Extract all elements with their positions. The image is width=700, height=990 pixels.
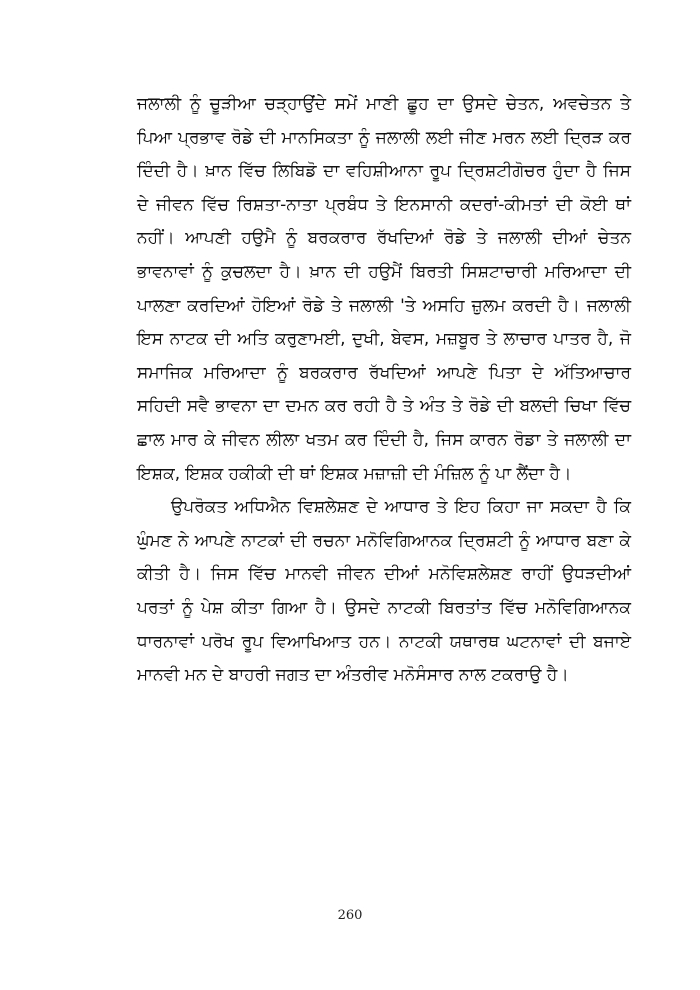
page-number: 260 xyxy=(337,908,363,923)
body-text xyxy=(137,88,631,693)
paragraph-1: ਜਲਾਲੀ ਨੂੰ ਚੂੜੀਆ ਚੜ੍ਹਾਉਂਦੇ ਸਮੇਂ ਮਾਣੀ ਛੂਹ ਦਾ ਉਸਦੇ ਚੇਤਨ, ਅਵਚੇਤਨ ਤੇ ਪਿਆ ਪ੍ਰਭਾਵ ਰੋਡੇ ਦੀ ਮਾਨਸਿਕਤਾ ਨੂੰ ਜਲਾਲੀ ਲਈ ਜੀਣ ਮਰਨ ਲਈ ਦ੍ਰਿੜ ਕਰ ਦਿੰਦੀ ਹੈ। ਖ਼ਾਨ ਵਿੱਚ ਲਿਬਿਡੋ ਦਾ ਵਹਿਸ਼ੀਆਨਾ ਰੂਪ ਦ੍ਰਿਸ਼ਟੀਗੋਚਰ ਹੁੰਦਾ ਹੈ ਜਿਸ ਦੇ ਜੀਵਨ ਵਿੱਚ ਰਿਸ਼ਤਾ-ਨਾਤਾ ਪ੍ਰਬੰਧ ਤੇ ਇਨਸਾਨੀ ਕਦਰਾਂ-ਕੀਮਤਾਂ ਦੀ ਕੋਈ ਥਾਂ ਨਹੀਂ। ਆਪਣੀ ਹਉਮੈ ਨੂੰ ਬਰਕਰਾਰ ਰੱਖਦਿਆਂ ਰੋਡੇ ਤੇ ਜਲਾਲੀ ਦੀਆਂ ਚੇਤਨ ਭਾਵਨਾਵਾਂ ਨੂੰ ਕੁਚਲਦਾ ਹੈ। ਖ਼ਾਨ ਦੀ ਹਉਮੈਂ ਬਿਰਤੀ ਸਿਸ਼ਟਾਚਾਰੀ ਮਰਿਆਦਾ ਦੀ ਪਾਲਣਾ ਕਰਦਿਆਂ ਹੋਇਆਂ ਰੋਡੇ ਤੇ ਜਲਾਲੀ 'ਤੇ ਅਸਹਿ ਜ਼ੁਲਮ ਕਰਦੀ ਹੈ। ਜਲਾਲੀ ਇਸ ਨਾਟਕ ਦੀ ਅਤਿ ਕਰੁਣਾਮਈ, ਦੁਖੀ, ਬੇਵਸ, ਮਜ਼ਬੂਰ ਤੇ ਲਾਚਾਰ ਪਾਤਰ ਹੈ, ਜੋ ਸਮਾਜਿਕ ਮਰਿਆਦਾ ਨੂੰ ਬਰਕਰਾਰ ਰੱਖਦਿਆਂ ਆਪਣੇ ਪਿਤਾ ਦੇ ਅੱਤਿਆਚਾਰ ਸਹਿਦੀ ਸਵੈ ਭਾਵਨਾ ਦਾ ਦਮਨ ਕਰ ਰਹੀ ਹੈ ਤੇ ਅੰਤ ਤੇ ਰੋਡੇ ਦੀ ਬਲਦੀ ਚਿਖਾ ਵਿੱਚ ਛਾਲ ਮਾਰ ਕੇ ਜੀਵਨ ਲੀਲਾ ਖਤਮ ਕਰ ਦਿੰਦੀ ਹੈ, ਜਿਸ ਕਾਰਨ ਰੋਡਾ ਤੇ ਜਲਾਲੀ ਦਾ ਇਸ਼ਕ, ਇਸ਼ਕ ਹਕੀਕੀ ਦੀ ਥਾਂ ਇਸ਼ਕ ਮਜ਼ਾਜ਼ੀ ਦੀ ਮੰਜ਼ਿਲ ਨੂੰ ਪਾ ਲੈਂਦਾ ਹੈ। xyxy=(137,94,631,484)
paragraph-2: ਉਪਰੋਕਤ ਅਧਿਐਨ ਵਿਸ਼ਲੇਸ਼ਣ ਦੇ ਆਧਾਰ ਤੇ ਇਹ ਕਿਹਾ ਜਾ ਸਕਦਾ ਹੈ ਕਿ ਘੁੰਮਣ ਨੇ ਆਪਣੇ ਨਾਟਕਾਂ ਦੀ ਰਚਨਾ ਮਨੋਵਿਗਿਆਨਕ ਦ੍ਰਿਸ਼ਟੀ ਨੂੰ ਆਧਾਰ ਬਣਾ ਕੇ ਕੀਤੀ ਹੈ। ਜਿਸ ਵਿੱਚ ਮਾਨਵੀ ਜੀਵਨ ਦੀਆਂ ਮਨੋਵਿਸ਼ਲੇਸ਼ਣ ਰਾਹੀਂ ਉਧੜਦੀਆਂ ਪਰਤਾਂ ਨੂੰ ਪੇਸ਼ ਕੀਤਾ ਗਿਆ ਹੈ। ਉਸਦੇ ਨਾਟਕੀ ਬਿਰਤਾਂਤ ਵਿੱਚ ਮਨੋਵਿਗਿਆਨਕ ਧਾਰਨਾਵਾਂ ਪਰੋਖ ਰੂਪ ਵਿਆਖਿਆਤ ਹਨ। ਨਾਟਕੀ ਯਥਾਰਥ ਘਟਨਾਵਾਂ ਦੀ ਬਜਾਏ ਮਾਨਵੀ ਮਨ ਦੇ ਬਾਹਰੀ ਜਗਤ ਦਾ ਅੰਤਰੀਵ ਮਨੋਸੰਸਾਰ ਨਾਲ ਟਕਰਾਉ ਹੈ। xyxy=(137,497,631,686)
